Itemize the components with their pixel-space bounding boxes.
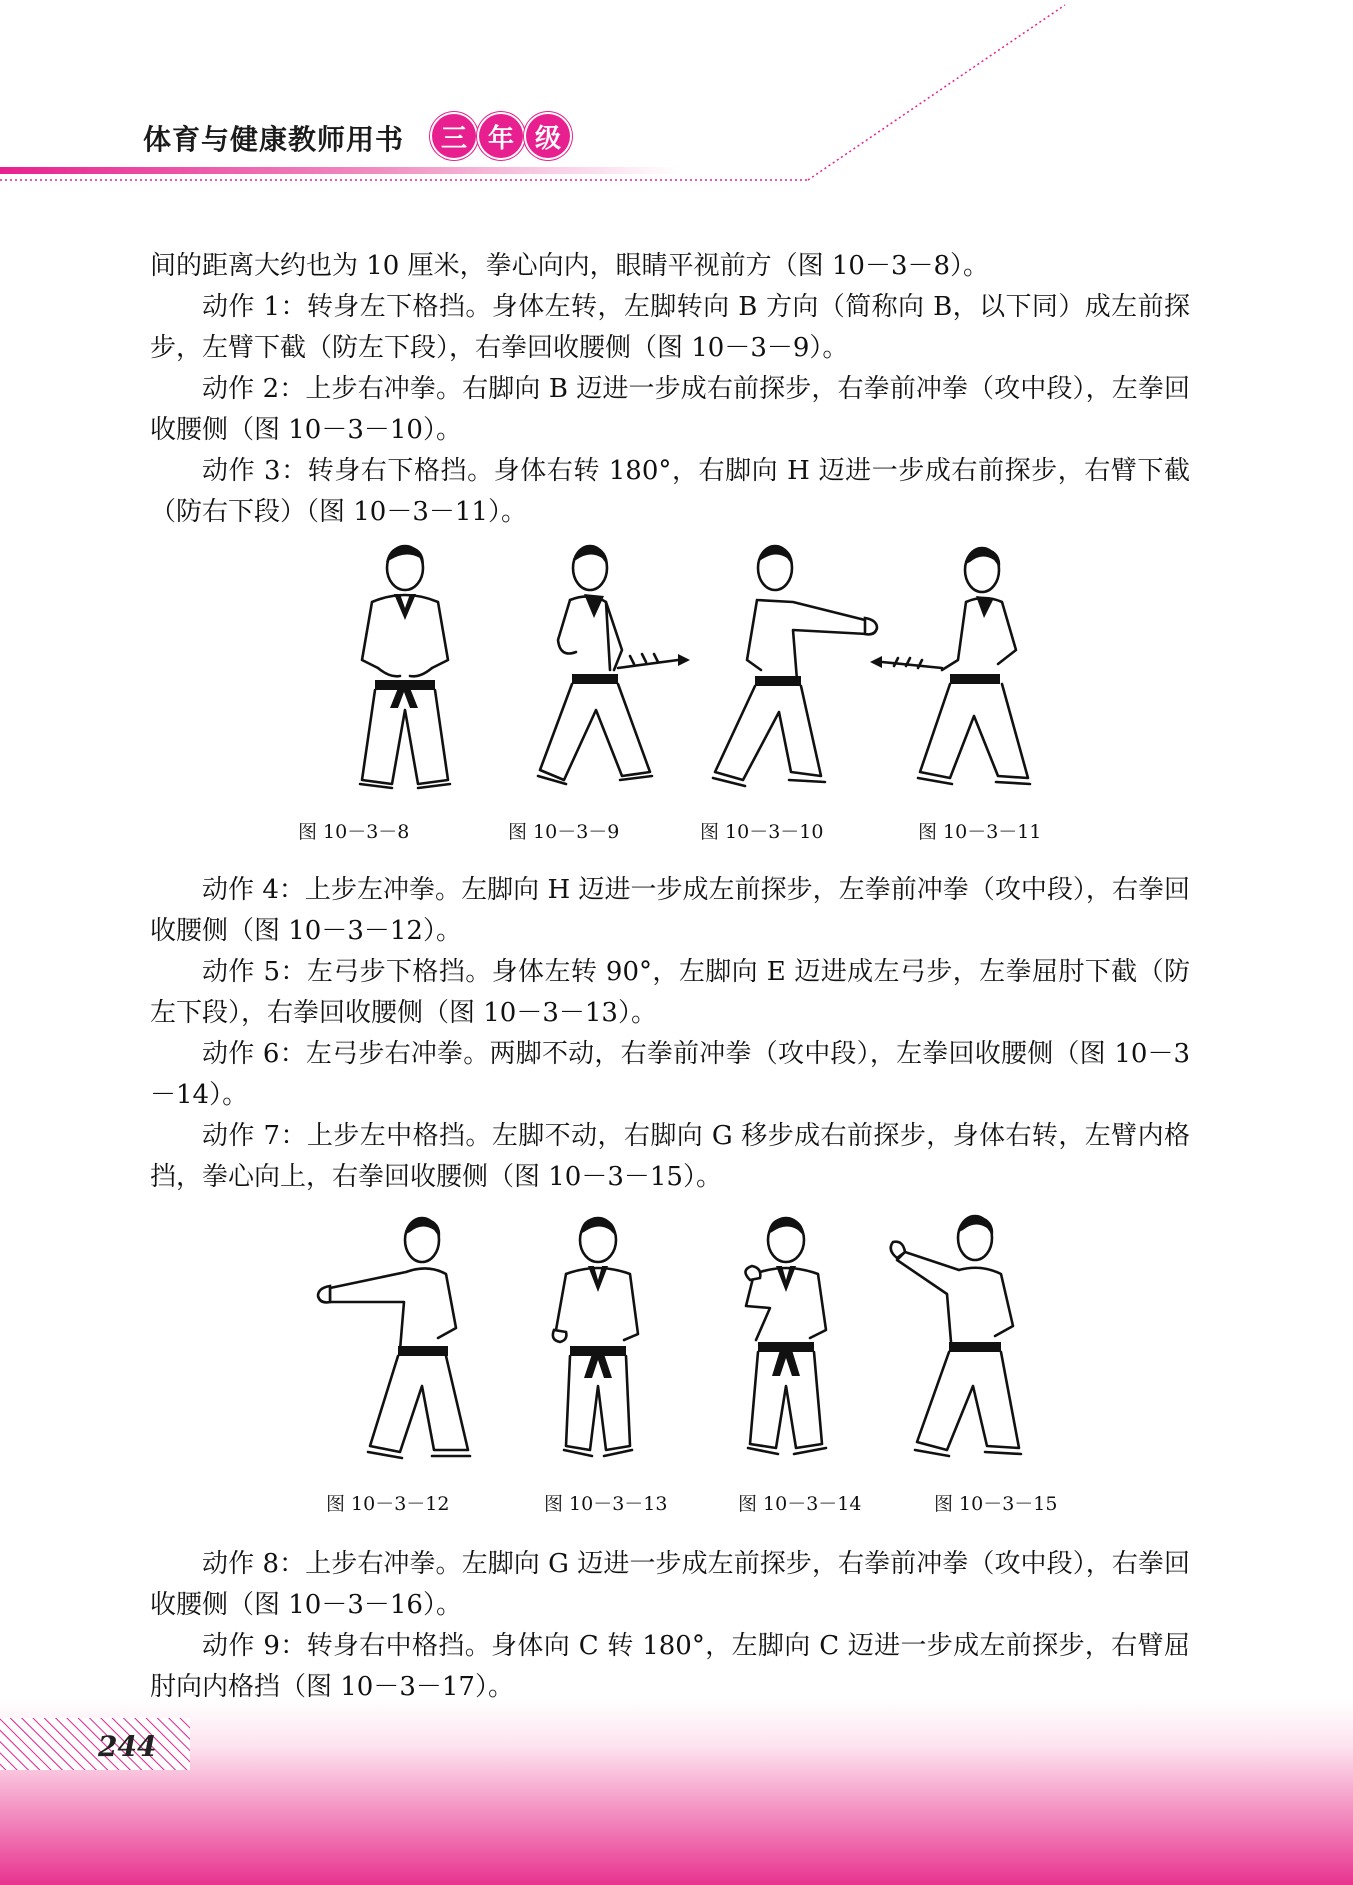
caption-10-3-14: 图 10－3－14: [738, 1493, 862, 1515]
caption-10-3-10: 图 10－3－10: [700, 821, 824, 843]
paragraph-action-4: 动作 4：上步左冲拳。左脚向 H 迈进一步成左前探步，左拳前冲拳（攻中段），右拳回收腰侧（图 10－3－12）。: [150, 875, 1190, 946]
figure-10-3-11: [870, 548, 1030, 784]
figure-row-2: [300, 1210, 1060, 1470]
figure-10-3-9: [538, 546, 690, 784]
caption-10-3-13: 图 10－3－13: [544, 1493, 668, 1515]
figure-10-3-10: [713, 546, 877, 786]
caption-10-3-11: 图 10－3－11: [918, 821, 1042, 843]
header-dotted-diagonal: [808, 5, 1065, 180]
paragraph-action-9: 动作 9：转身右中格挡。身体向 C 转 180°，左脚向 C 迈进一步成左前探步，右臂屈肘向内格挡（图 10－3－17）。: [150, 1631, 1190, 1702]
grade-badges: [432, 114, 570, 158]
figure-10-3-12: [318, 1218, 470, 1458]
figure-10-3-15: [891, 1216, 1021, 1456]
figure-10-3-14: [745, 1218, 826, 1454]
grade-badge-3: 级: [526, 114, 570, 158]
caption-10-3-12: 图 10－3－12: [326, 1493, 450, 1515]
paragraph-action-7: 动作 7：上步左中格挡。左脚不动，右脚向 G 移步成右前探步，身体右转，左臂内格挡，拳心向上，右拳回收腰侧（图 10－3－15）。: [150, 1121, 1190, 1192]
caption-10-3-9: 图 10－3－9: [508, 821, 620, 843]
paragraph-action-2: 动作 2：上步右冲拳。右脚向 B 迈进一步成右前探步，右拳前冲拳（攻中段），左拳回收腰侧（图 10－3－10）。: [150, 374, 1190, 445]
book-title: 体育与健康教师用书: [143, 123, 405, 156]
paragraph-action-6: 动作 6：左弓步右冲拳。两脚不动，右拳前冲拳（攻中段），左拳回收腰侧（图 10－3－14）。: [150, 1039, 1190, 1110]
paragraph-continuation: 间的距离大约也为 10 厘米，拳心向内，眼睛平视前方（图 10－3－8）。: [150, 251, 990, 281]
figure-row-1: [300, 540, 1060, 795]
page-number-hatch: [0, 1718, 190, 1770]
caption-10-3-8: 图 10－3－8: [298, 821, 410, 843]
grade-badge-2: 年: [479, 114, 523, 158]
paragraph-action-3: 动作 3：转身右下格挡。身体右转 180°，右脚向 H 迈进一步成右前探步，右臂下截（防右下段）（图 10－3－11）。: [150, 456, 1190, 527]
paragraph-action-8: 动作 8：上步右冲拳。左脚向 G 迈进一步成左前探步，右拳前冲拳（攻中段），右拳回收腰侧（图 10－3－16）。: [150, 1549, 1190, 1620]
figure-10-3-8: [360, 546, 450, 788]
grade-badge-1: 三: [432, 114, 476, 158]
figure-10-3-13: [553, 1218, 638, 1456]
page-number: 244: [98, 1730, 157, 1763]
paragraph-action-5: 动作 5：左弓步下格挡。身体左转 90°，左脚向 E 迈进成左弓步，左拳屈肘下截（防左下段），右拳回收腰侧（图 10－3－13）。: [150, 957, 1190, 1028]
footer-band: [0, 1700, 1353, 1885]
caption-10-3-15: 图 10－3－15: [934, 1493, 1058, 1515]
header-rule: [0, 167, 680, 174]
paragraph-action-1: 动作 1：转身左下格挡。身体左转，左脚转向 B 方向（简称向 B，以下同）成左前探步，左臂下截（防左下段），右拳回收腰侧（图 10－3－9）。: [150, 292, 1190, 363]
